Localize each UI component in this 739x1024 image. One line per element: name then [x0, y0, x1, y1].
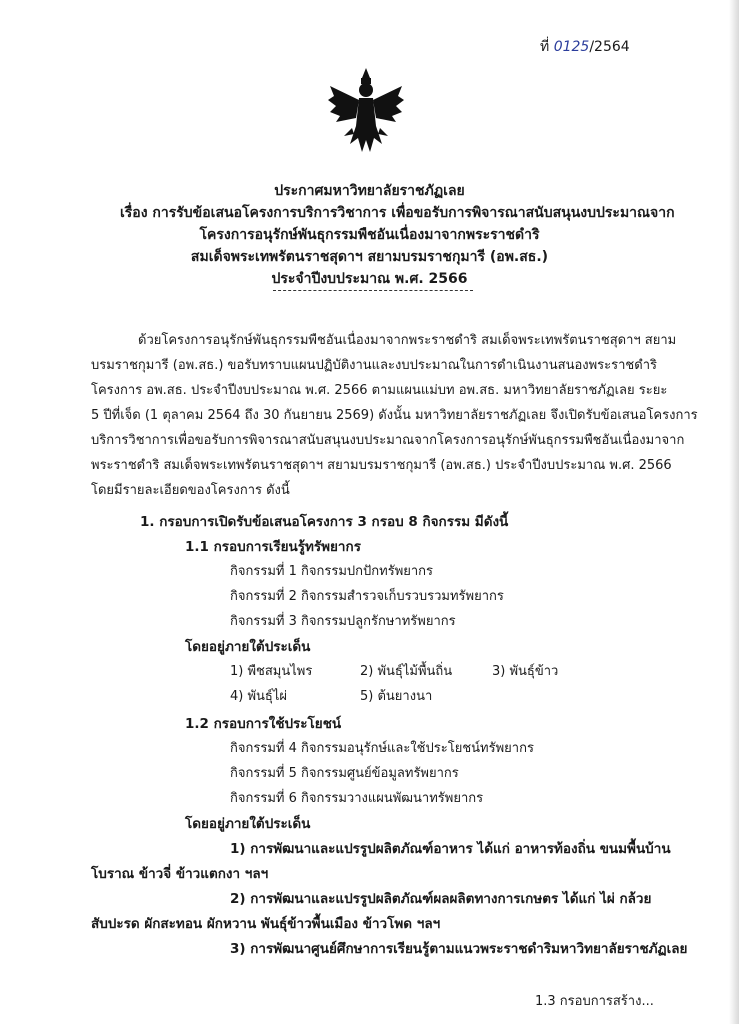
- activity-item: กิจกรรมที่ 6 กิจกรรมวางแผนพัฒนาทรัพยากร: [230, 791, 484, 806]
- topic-item: 2) พันธุ์ไม้พื้นถิ่น: [360, 664, 453, 679]
- topic-paragraph-line: 3) การพัฒนาศูนย์ศึกษาการเรียนรู้ตามแนวพระราชดำริมหาวิทยาลัยราชภัฏเลย: [230, 941, 688, 957]
- ref-handwritten-number: 0125: [553, 39, 590, 55]
- topic-paragraph-line: 1) การพัฒนาและแปรรูปผลิตภัณฑ์อาหาร ได้แก่ อาหารท้องถิ่น ขนมพื้นบ้าน: [230, 841, 671, 857]
- section-1-2-heading: 1.2 กรอบการใช้ประโยชน์: [185, 716, 342, 732]
- intro-line: พระราชดำริ สมเด็จพระเทพรัตนราชสุดาฯ สยามบรมราชกุมารี (อพ.สธ.) ประจำปีงบประมาณ พ.ศ. 2566: [91, 458, 672, 473]
- topic-paragraph-line: โบราณ ข้าวจี่ ข้าวแตกงา ฯลฯ: [91, 866, 269, 882]
- topic-paragraph-line: 2) การพัฒนาและแปรรูปผลิตภัณฑ์ผลผลิตทางการเกษตร ได้แก่ ไผ่ กล้วย: [230, 891, 652, 907]
- garuda-emblem-icon: [326, 66, 406, 156]
- title-line-3: โครงการอนุรักษ์พันธุกรรมพืชอันเนื่องมาจากพระราชดำริ: [199, 227, 540, 243]
- topic-paragraph-line: สับปะรด ผักสะทอน ผักหวาน พันธุ์ข้าวพื้นเมือง ข้าวโพด ฯลฯ: [91, 916, 441, 932]
- fiscal-year-line: ประจำปีงบประมาณ พ.ศ. 2566: [271, 271, 468, 287]
- topic-item: 5) ต้นยางนา: [360, 689, 433, 704]
- intro-line: 5 ปีที่เจ็ด (1 ตุลาคม 2564 ถึง 30 กันยายน 2569) ดังนั้น มหาวิทยาลัยราชภัฏเลย จึงเปิดรับข้อเสนอโครงการ: [91, 408, 698, 423]
- intro-line: ด้วยโครงการอนุรักษ์พันธุกรรมพืชอันเนื่องมาจากพระราชดำริ สมเด็จพระเทพรัตนราชสุดาฯ สยาม: [138, 333, 677, 348]
- subject-line: เรื่อง การรับข้อเสนอโครงการบริการวิชาการ เพื่อขอรับการพิจารณาสนับสนุนงบประมาณจาก: [120, 205, 675, 221]
- topic-item: 4) พันธุ์ไผ่: [230, 689, 288, 704]
- activity-item: กิจกรรมที่ 4 กิจกรรมอนุรักษ์และใช้ประโยชน์ทรัพยากร: [230, 741, 534, 756]
- reference-number: [540, 36, 630, 58]
- intro-line: บรมราชกุมารี (อพ.สธ.) ขอรับทราบแผนปฏิบัติงานและงบประมาณในการดำเนินงานสนองพระราชดำริ: [91, 358, 657, 373]
- announcement-title: ประกาศมหาวิทยาลัยราชภัฏเลย: [274, 183, 465, 199]
- activity-item: กิจกรรมที่ 5 กิจกรรมศูนย์ข้อมูลทรัพยากร: [230, 766, 459, 781]
- activity-item: กิจกรรมที่ 1 กิจกรรมปกปักทรัพยากร: [230, 564, 434, 579]
- topic-under-label: โดยอยู่ภายใต้ประเด็น: [185, 816, 311, 832]
- intro-line: โครงการ อพ.สธ. ประจำปีงบประมาณ พ.ศ. 2566 ตามแผนแม่บท อพ.สธ. มหาวิทยาลัยราชภัฏเลย ระยะ: [91, 383, 668, 398]
- title-line-4: สมเด็จพระเทพรัตนราชสุดาฯ สยามบรมราชกุมารี (อพ.สธ.): [190, 249, 549, 265]
- topic-item: 3) พันธุ์ข้าว: [492, 664, 559, 679]
- section-1-1-heading: 1.1 กรอบการเรียนรู้ทรัพยากร: [185, 539, 361, 555]
- intro-line: บริการวิชาการเพื่อขอรับการพิจารณาสนับสนุนงบประมาณจากโครงการอนุรักษ์พันธุกรรมพืชอันเนื่องมาจาก: [91, 433, 685, 448]
- topic-item: 1) พืชสมุนไพร: [230, 664, 313, 679]
- activity-item: กิจกรรมที่ 3 กิจกรรมปลูกรักษาทรัพยากร: [230, 614, 456, 629]
- ref-year: /2564: [589, 39, 630, 55]
- ref-label: ที่: [540, 39, 550, 55]
- section-1-heading: 1. กรอบการเปิดรับข้อเสนอโครงการ 3 กรอบ 8 กิจกรรม มีดังนี้: [140, 514, 509, 530]
- intro-line: โดยมีรายละเอียดของโครงการ ดังนี้: [91, 483, 290, 498]
- title-divider: [273, 290, 473, 291]
- topic-under-label: โดยอยู่ภายใต้ประเด็น: [185, 639, 311, 655]
- continuation-note: 1.3 กรอบการสร้าง...: [535, 994, 654, 1009]
- activity-item: กิจกรรมที่ 2 กิจกรรมสำรวจเก็บรวบรวมทรัพยากร: [230, 589, 504, 604]
- scan-edge-shadow: [729, 0, 739, 1024]
